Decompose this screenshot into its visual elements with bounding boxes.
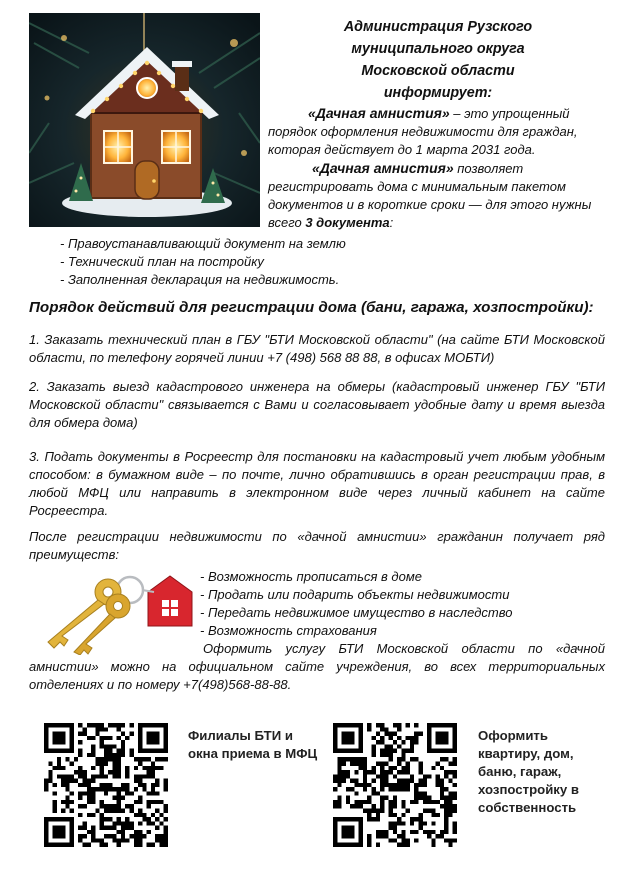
- header-line-4: информирует:: [383, 85, 493, 101]
- qr-caption-property-registration: Оформить квартиру, дом, баню, гараж, хозпостройку в собственность: [478, 728, 580, 815]
- intro-paragraph-1: [268, 104, 606, 159]
- qr-code-property-registration[interactable]: [333, 723, 457, 847]
- intro-paragraph-2: [268, 159, 606, 232]
- qr-code-icon: [44, 723, 168, 847]
- benefits-list: [200, 568, 512, 640]
- benefits-intro: После регистрации недвижимости по «дачной амнистии» гражданин получает ряд преимуществ:: [29, 529, 605, 562]
- header-line-1: Администрация Рузского: [343, 19, 533, 35]
- procedure-step-1: 1. Заказать технический план в ГБУ "БТИ Московской области" (на сайте БТИ Московской области, по телефону горячей линии +7 (498) 568 88 88, в офисах МОБТИ): [29, 332, 605, 365]
- document-item: - Технический план на постройку: [60, 254, 264, 269]
- procedure-section-title: Порядок действий для регистрации дома (бани, гаража, хозпостройки):: [29, 299, 594, 316]
- intro-text-2a: позволяет регистрировать дома с минимальным пакетом документов и в короткие сроки — для этого нужны всего: [268, 161, 592, 230]
- qr-caption-bti-branches: Филиалы БТИ и окна приема в МФЦ: [188, 728, 318, 761]
- benefit-item: - Возможность страхования: [200, 623, 377, 638]
- house-illustration: [29, 13, 260, 227]
- header-line-2: муниципального округа: [351, 41, 525, 57]
- header-line-3: Московской области: [361, 63, 515, 79]
- term-dachnaya-amnistiya: «Дачная амнистия»: [308, 105, 450, 121]
- announcement-header: [268, 16, 608, 104]
- benefit-item: - Передать недвижимое имущество в наследство: [200, 605, 513, 620]
- benefit-item: - Продать или подарить объекты недвижимости: [200, 587, 510, 602]
- required-documents-list: [60, 235, 346, 289]
- closing-paragraph: Оформить услугу БТИ Московской области по «дачной амнистии» можно на официальном сайте учреждения, во всех территориальных отделениях и по номеру +7(498)568-88-88.: [29, 641, 605, 692]
- procedure-step-3: 3. Подать документы в Росреестр для постановки на кадастровый учет любым удобным способом: в бумажном виде – по почте, лично обратившись в орган регистрации прав, в любой МФЦ или направить в электронном виде через личный кабинет на сайте Росреестра.: [29, 449, 605, 518]
- documents-count: 3 документа: [305, 215, 390, 230]
- benefit-item: - Возможность прописаться в доме: [200, 569, 422, 584]
- document-item: - Правоустанавливающий документ на землю: [60, 236, 346, 251]
- qr-code-icon: [333, 723, 457, 847]
- intro-text-2c: :: [389, 215, 394, 230]
- intro-text-1: – это упрощенный порядок оформления недвижимости для граждан, которая действует до 1 марта 2031 года.: [268, 106, 578, 157]
- qr-code-bti-branches[interactable]: [44, 723, 168, 847]
- house-image: [29, 13, 260, 227]
- document-item: - Заполненная декларация на недвижимость.: [60, 272, 340, 287]
- term-dachnaya-amnistiya-2: «Дачная амнистия»: [312, 160, 454, 176]
- procedure-step-2: 2. Заказать выезд кадастрового инженера на обмеры (кадастровый инженер ГБУ "БТИ Московской области" связывается с Вами и согласовывает удобные дату и время выезда для обмера дома): [29, 379, 605, 430]
